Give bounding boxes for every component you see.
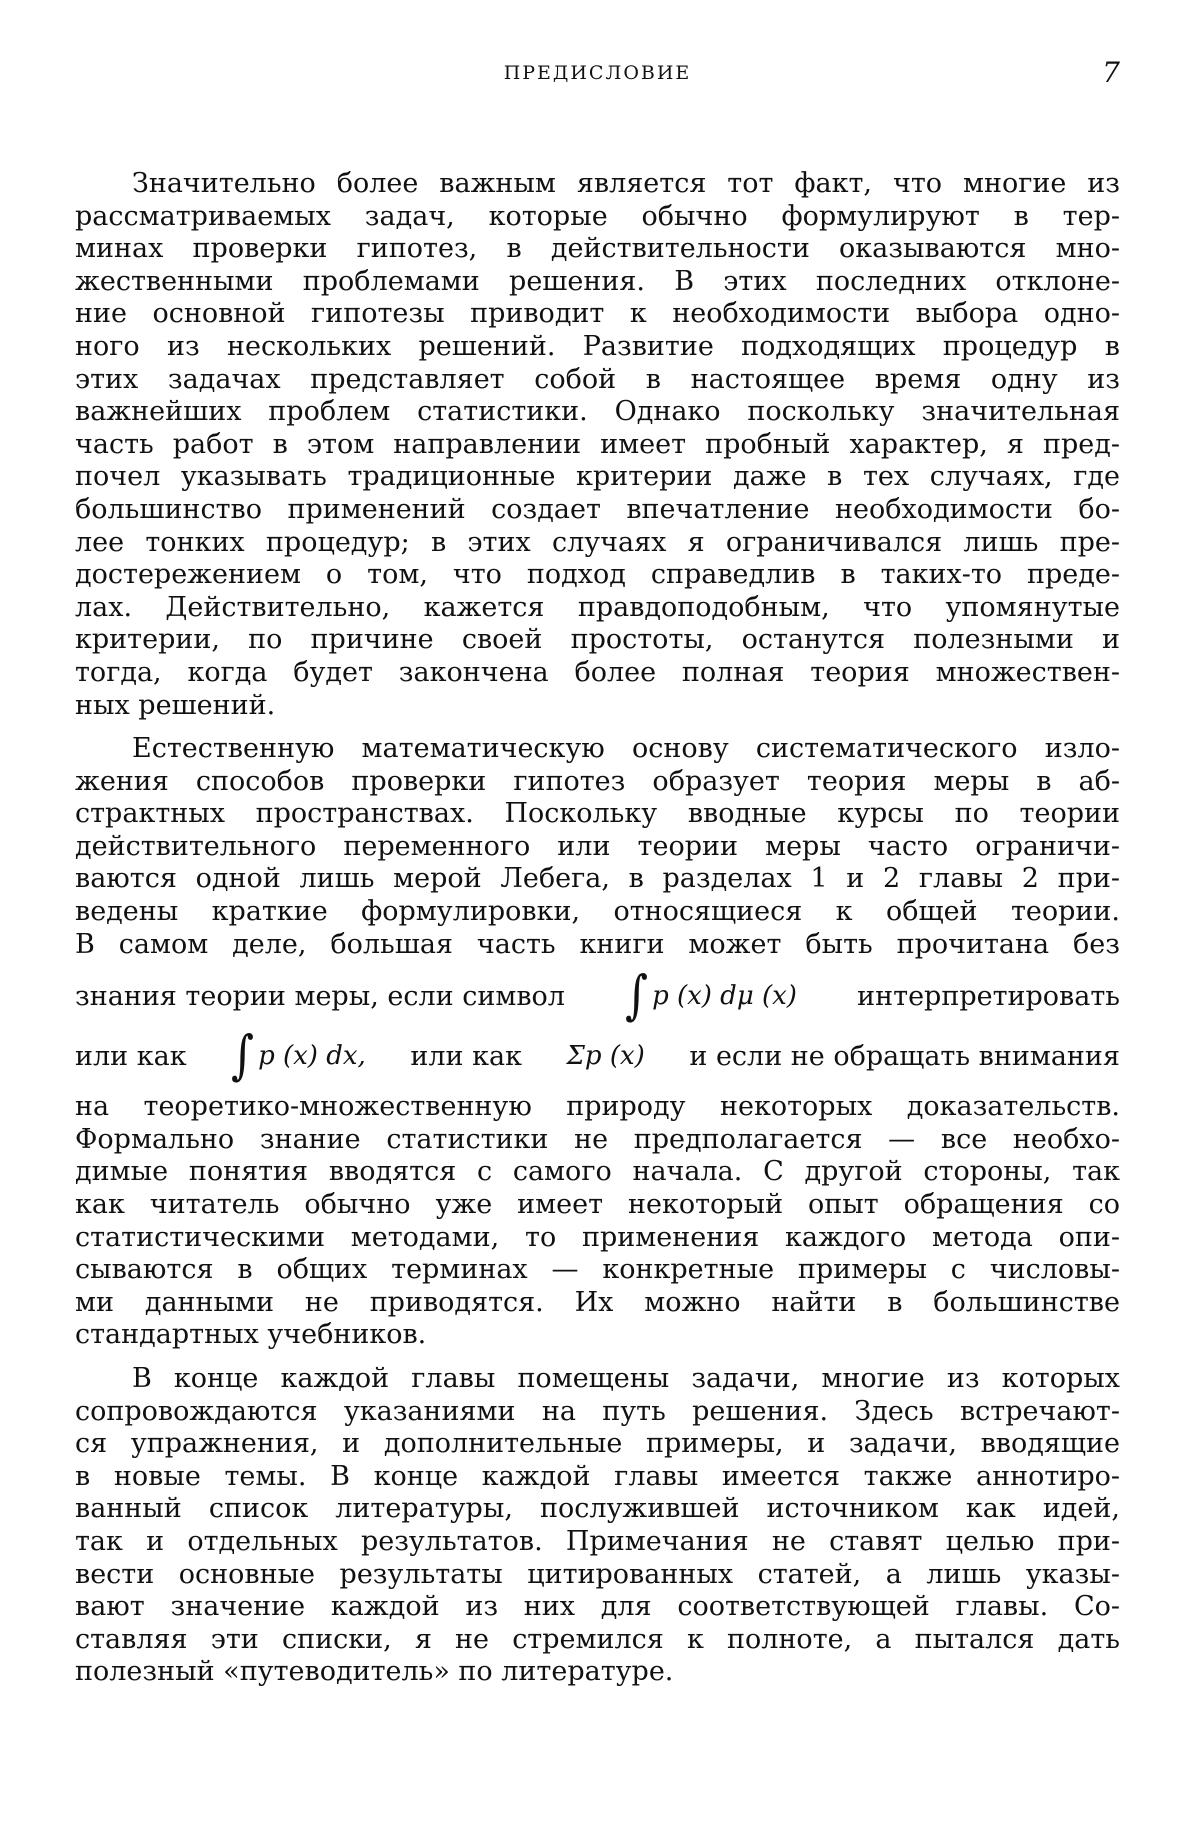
paragraph-2-continued — [75, 1091, 1120, 1352]
formula-expression: p (x) dμ (x) — [652, 981, 797, 1012]
text-line: в новые темы. В конце каждой главы имеется также аннотиро- — [75, 1460, 1120, 1492]
text-line: ванный список литературы, послужившей источником как идей, — [75, 1493, 1120, 1525]
integral-sign: ∫ — [625, 965, 649, 1027]
text-line: страктных пространствах. Поскольку вводные курсы по теории — [75, 798, 1120, 830]
text-segment: интерпретировать — [857, 980, 1120, 1012]
text-line: минах проверки гипотез, в действительности оказываются мно- — [75, 233, 1120, 265]
text-line: стандартных учебников. — [75, 1319, 427, 1351]
text-line: часть работ в этом направлении имеет пробный характер, я пред- — [75, 428, 1120, 460]
book-page — [75, 56, 1120, 1689]
running-head — [75, 56, 1120, 102]
formula-line-2 — [75, 1025, 1120, 1087]
text-line: жения способов проверки гипотез образует теория меры в аб- — [75, 765, 1120, 797]
sum-formula: Σp (x) — [566, 1041, 645, 1072]
text-line: на теоретико-множественную природу некоторых доказательств. — [75, 1091, 1120, 1123]
text-line: Естественную математическую основу систематического изло- — [132, 733, 1120, 765]
text-line: лее тонких процедур; в этих случаях я ограничивался лишь пре- — [75, 526, 1120, 558]
text-line: ваются одной лишь мерой Лебега, в разделах 1 и 2 главы 2 при- — [75, 863, 1120, 895]
text-line: сопровождаются указаниями на путь решения. Здесь встречают- — [75, 1395, 1120, 1427]
text-line: достережением о том, что подход справедлив в таких-то преде- — [75, 559, 1120, 591]
text-line: В самом деле, большая часть книги может быть прочитана без — [75, 928, 1120, 960]
text-line: критерии, по причине своей простоты, останутся полезными и — [75, 624, 1120, 656]
text-line: вести основные результаты цитированных статей, а лишь указы- — [75, 1558, 1120, 1590]
text-line: полезный «путеводитель» по литературе. — [75, 1656, 674, 1688]
text-line: важнейших проблем статистики. Однако поскольку значительная — [75, 396, 1120, 428]
text-line: этих задачах представляет собой в настоящее время одну из — [75, 363, 1120, 395]
text-line: ведены краткие формулировки, относящиеся к общей теории. — [75, 896, 1120, 928]
text-line: Формально знание статистики не предполагается — все необхо- — [75, 1123, 1120, 1155]
integral-formula — [625, 965, 797, 1027]
integral-formula — [231, 1025, 366, 1087]
paragraph-2 — [75, 733, 1120, 961]
formula-expression: p (x) dx, — [258, 1041, 366, 1072]
text-line: статистическими методами, то применения каждого метода опи- — [75, 1221, 1120, 1253]
text-line: ставляя эти списки, я не стремился к полноте, а пытался дать — [75, 1623, 1120, 1655]
text-segment: и если не обращать внимания — [689, 1040, 1120, 1072]
text-line: тогда, когда будет закончена более полная теория множествен- — [75, 656, 1120, 688]
text-line: ся упражнения, и дополнительные примеры, и задачи, вводящие — [75, 1428, 1120, 1460]
text-line: димые понятия вводятся с самого начала. С другой стороны, так — [75, 1156, 1120, 1188]
text-line: почел указывать традиционные критерии даже в тех случаях, где — [75, 461, 1120, 493]
text-line: действительного переменного или теории меры часто ограничи- — [75, 830, 1120, 862]
text-line: так и отдельных результатов. Примечания не ставят целью при- — [75, 1525, 1120, 1557]
text-line: В конце каждой главы помещены задачи, многие из которых — [132, 1363, 1120, 1394]
text-line: большинство применений создает впечатление необходимости бо- — [75, 493, 1120, 525]
text-line: сываются в общих терминах — конкретные примеры с числовы- — [75, 1254, 1120, 1286]
text-line: Значительно более важным является тот факт, что многие из — [132, 168, 1120, 199]
text-line: рассматриваемых задач, которые обычно формулируют в тер- — [75, 200, 1120, 232]
text-line: жественными проблемами решения. В этих последних отклоне- — [75, 265, 1120, 297]
text-line: ние основной гипотезы приводит к необходимости выбора одно- — [75, 298, 1120, 330]
text-segment: или как — [75, 1040, 187, 1072]
text-line: как читатель обычно уже имеет некоторый опыт обращения со — [75, 1189, 1120, 1221]
paragraph-3 — [75, 1363, 1120, 1689]
text-line: ми данными не приводятся. Их можно найти в большинстве — [75, 1286, 1120, 1318]
formula-line-1 — [75, 965, 1120, 1027]
text-line: лах. Действительно, кажется правдоподобным, что упомянутые — [75, 591, 1120, 623]
text-line: вают значение каждой из них для соответствующей главы. Со- — [75, 1591, 1120, 1623]
text-line: ных решений. — [75, 689, 276, 721]
text-line: ного из нескольких решений. Развитие подходящих процедур в — [75, 330, 1120, 362]
paragraph-1 — [75, 168, 1120, 722]
text-segment: знания теории меры, если символ — [75, 980, 565, 1012]
integral-sign: ∫ — [231, 1025, 255, 1087]
page-number: 7 — [1102, 56, 1120, 89]
chapter-title: ПРЕДИСЛОВИЕ — [503, 62, 692, 84]
text-segment: или как — [410, 1040, 522, 1072]
